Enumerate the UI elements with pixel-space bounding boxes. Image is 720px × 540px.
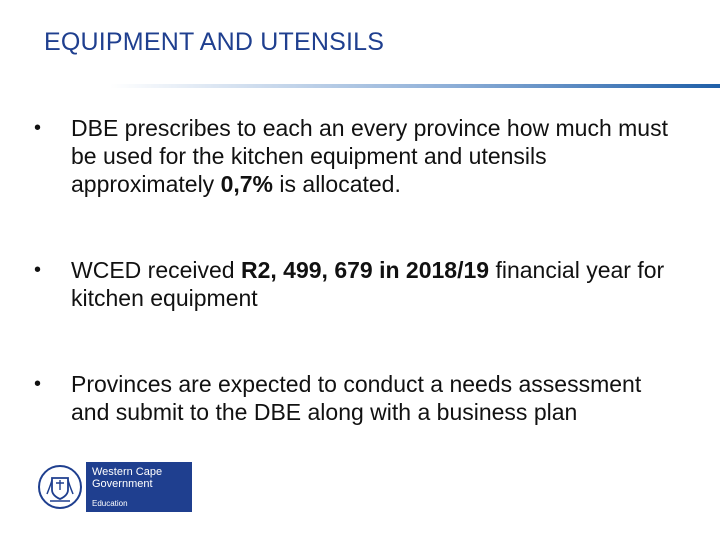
bullet-item	[34, 114, 674, 198]
logo-line-1: Western Cape	[92, 466, 163, 478]
bullet-text: is allocated.	[273, 171, 401, 197]
bullet-marker: •	[34, 373, 42, 395]
logo-line-2: Government	[92, 478, 153, 490]
bullet-text: Provinces are expected to conduct a needs assessment and submit to the DBE along with a business plan	[71, 371, 642, 425]
bullet-text: DBE prescribes to each an every province how much must be used for the kitchen equipment and utensils approximately	[71, 115, 668, 197]
logo-text-panel	[86, 462, 192, 512]
bullet-list	[34, 114, 674, 484]
bullet-emphasis: 0,7%	[220, 171, 274, 197]
bullet-emphasis: R2, 499, 679 in 2018/19	[240, 257, 490, 283]
bullet-text: financial year for kitchen equipment	[71, 257, 665, 311]
slide-title: EQUIPMENT AND UTENSILS	[44, 28, 385, 56]
bullet-item	[34, 256, 674, 312]
bullet-text: WCED received	[71, 257, 241, 283]
western-cape-government-logo	[34, 462, 192, 512]
title-underline	[110, 84, 720, 88]
logo-subtitle: Education	[92, 499, 128, 508]
bullet-marker: •	[34, 259, 42, 281]
bullet-item	[34, 370, 674, 426]
bullet-marker: •	[34, 117, 42, 139]
coat-of-arms-icon	[34, 462, 86, 512]
